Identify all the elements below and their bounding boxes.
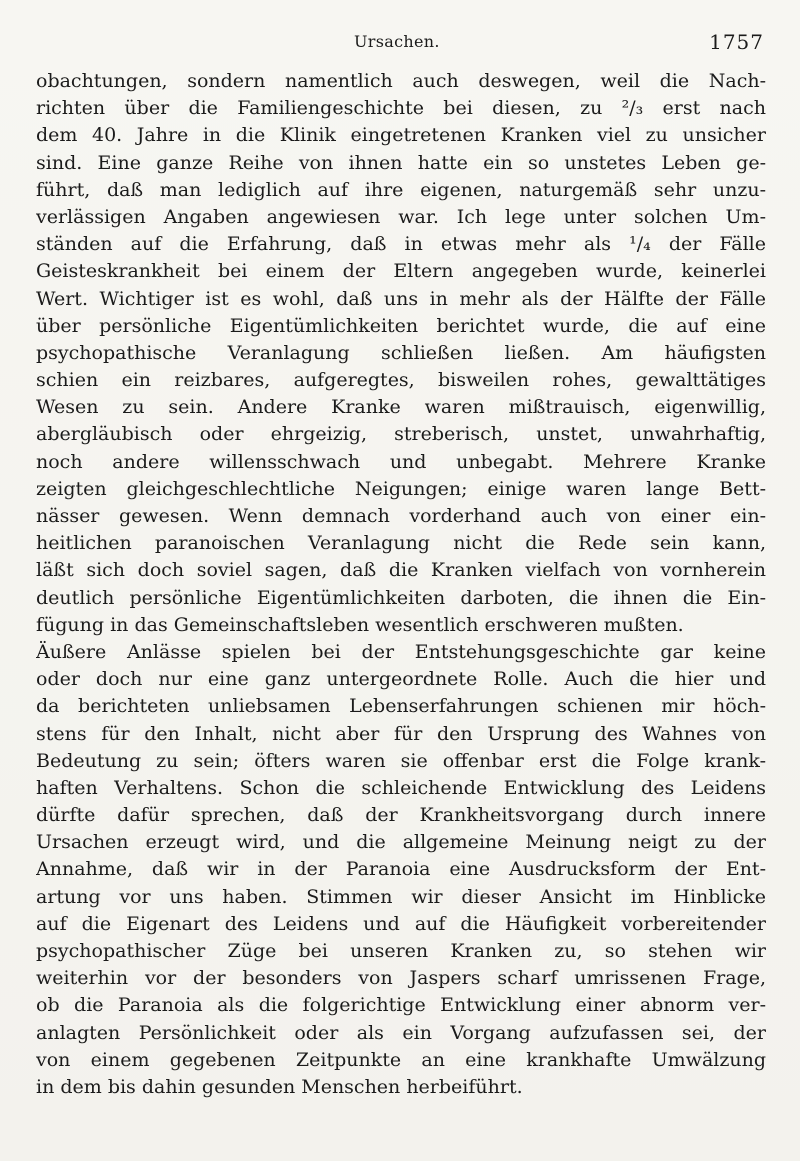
text-line: Wesen zu sein. Andere Kranke waren mißtrauisch, eigenwillig, (36, 396, 766, 419)
text-line: oder doch nur eine ganz untergeordnete Rolle. Auch die hier und (36, 668, 766, 691)
text-line: noch andere willensschwach und unbegabt. Mehrere Kranke (36, 450, 766, 473)
text-line: haften Verhaltens. Schon die schleichende Entwicklung des Leidens (36, 776, 766, 799)
text-line: weiterhin vor der besonders von Jaspers scharf umrissenen Frage, (36, 967, 766, 990)
text-line: Wert. Wichtiger ist es wohl, daß uns in mehr als der Hälfte der Fälle (36, 287, 766, 310)
text-line: schien ein reizbares, aufgeregtes, bisweilen rohes, gewalttätiges (36, 369, 766, 392)
text-line: Ursachen erzeugt wird, und die allgemeine Meinung neigt zu der (36, 831, 766, 854)
text-line: sind. Eine ganze Reihe von ihnen hatte ein so unstetes Leben ge- (36, 151, 766, 174)
text-line: artung vor uns haben. Stimmen wir dieser Ansicht im Hinblicke (36, 885, 766, 908)
text-line: obachtungen, sondern namentlich auch deswegen, weil die Nach- (36, 70, 766, 92)
text-line: Bedeutung zu sein; öfters waren sie offenbar erst die Folge krank- (36, 749, 766, 772)
text-line: dem 40. Jahre in die Klinik eingetretenen Kranken viel zu unsicher (36, 124, 766, 147)
text-line: fügung in das Gemeinschaftsleben wesentlich erschweren mußten. (36, 613, 684, 636)
text-line: richten über die Familiengeschichte bei diesen, zu ²/₃ erst nach (36, 97, 766, 120)
text-line: ständen auf die Erfahrung, daß in etwas mehr als ¹/₄ der Fälle (36, 233, 766, 256)
text-line: deutlich persönliche Eigentümlichkeiten darboten, die ihnen die Ein- (36, 586, 766, 609)
text-line: Annahme, daß wir in der Paranoia eine Ausdrucksform der Ent- (36, 858, 766, 881)
text-line: nässer gewesen. Wenn demnach vorderhand auch von einer ein- (36, 505, 766, 527)
text-line: dürfte dafür sprechen, daß der Krankheitsvorgang durch innere (36, 804, 766, 827)
body-text (36, 68, 766, 1101)
text-line: Äußere Anlässe spielen bei der Entstehungsgeschichte gar keine (36, 640, 766, 663)
text-line: in dem bis dahin gesunden Menschen herbeiführt. (36, 1075, 523, 1098)
text-line: psychopathischer Züge bei unseren Kranken zu, so stehen wir (36, 940, 766, 962)
page-number: 1757 (709, 30, 764, 54)
text-line: von einem gegebenen Zeitpunkte an eine krankhafte Umwälzung (36, 1048, 766, 1071)
text-line: psychopathische Veranlagung schließen ließen. Am häufigsten (36, 341, 766, 364)
text-line: abergläubisch oder ehrgeizig, streberisch, unstet, unwahrhaftig, (36, 423, 766, 446)
text-line: führt, daß man lediglich auf ihre eigenen, naturgemäß sehr unzu- (36, 178, 766, 201)
text-line: zeigten gleichgeschlechtliche Neigungen; einige waren lange Bett- (36, 477, 766, 500)
text-line: anlagten Persönlichkeit oder als ein Vorgang aufzufassen sei, der (36, 1021, 766, 1044)
text-line: ob die Paranoia als die folgerichtige Entwicklung einer abnorm ver- (36, 994, 766, 1017)
page-header (34, 30, 764, 60)
text-line: läßt sich doch soviel sagen, daß die Kranken vielfach von vornherein (36, 559, 766, 582)
text-line: stens für den Inhalt, nicht aber für den Ursprung des Wahnes von (36, 722, 766, 745)
text-line: heitlichen paranoischen Veranlagung nicht die Rede sein kann, (36, 532, 766, 555)
running-head: Ursachen. (354, 32, 440, 51)
text-line: da berichteten unliebsamen Lebenserfahrungen schienen mir höch- (36, 695, 766, 718)
text-line: verlässigen Angaben angewiesen war. Ich lege unter solchen Um- (36, 205, 766, 228)
text-line: auf die Eigenart des Leidens und auf die Häufigkeit vorbereitender (36, 912, 766, 935)
text-line: Geisteskrankheit bei einem der Eltern angegeben wurde, keinerlei (36, 260, 766, 283)
text-line: über persönliche Eigentümlichkeiten berichtet wurde, die auf eine (36, 314, 766, 337)
